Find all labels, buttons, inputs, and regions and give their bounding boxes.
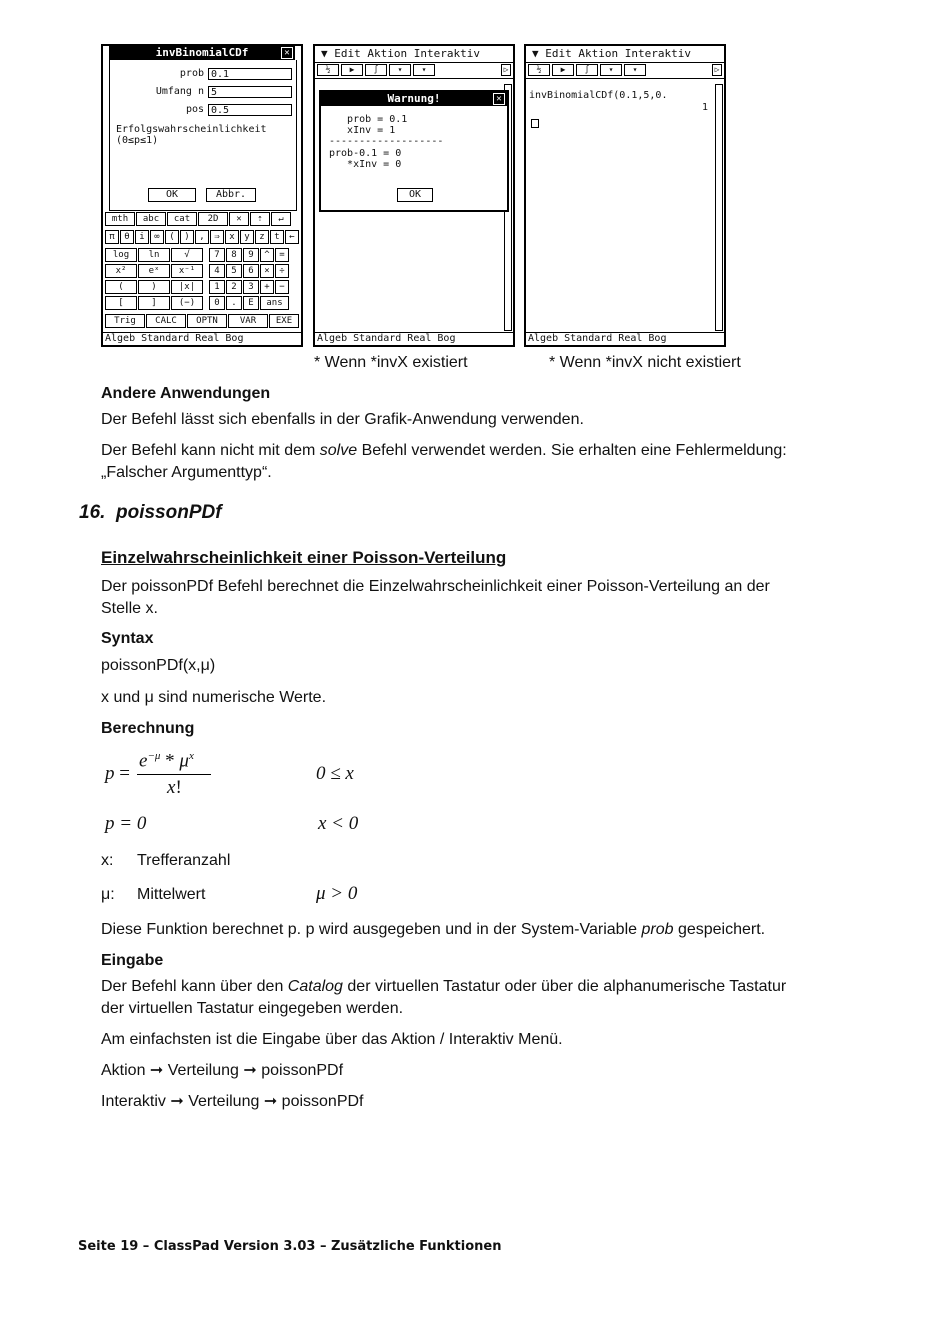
- caption-exists: * Wenn *invX existiert: [314, 354, 468, 371]
- field-label-pos: pos: [185, 104, 204, 115]
- calc-screen-middle: [313, 44, 515, 347]
- toolbar-button-icon[interactable]: ∫: [365, 64, 387, 76]
- key[interactable]: ans: [260, 296, 289, 310]
- close-icon[interactable]: ✕: [493, 93, 505, 105]
- condition-3: μ > 0: [316, 883, 358, 904]
- menu-path-interaktiv: Interaktiv ➞ Verteilung ➞ poissonPDf: [101, 1093, 364, 1110]
- toolbar-button-icon[interactable]: ▶: [552, 64, 574, 76]
- cancel-button[interactable]: Abbr.: [206, 188, 256, 202]
- formula-numerator: $e^{-\mu} * \mu^x$: [139, 750, 194, 772]
- key[interactable]: 5: [226, 264, 242, 278]
- warning-line: prob = 0.1: [329, 114, 408, 125]
- tab-cat[interactable]: cat: [167, 212, 197, 226]
- key[interactable]: [: [105, 296, 137, 310]
- cursor-box[interactable]: [531, 119, 539, 128]
- key[interactable]: −: [275, 280, 289, 294]
- var-mu-desc: Mittelwert: [137, 886, 206, 903]
- result-line: 1: [701, 102, 708, 113]
- key[interactable]: π: [105, 230, 119, 244]
- scrollbar[interactable]: [715, 84, 723, 331]
- warning-line: *xInv = 0: [329, 159, 402, 170]
- dialog-box: [109, 60, 297, 211]
- return-icon[interactable]: ↵: [271, 212, 291, 226]
- page-footer: Seite 19 – ClassPad Version 3.03 – Zusätzliche Funktionen: [78, 1239, 502, 1254]
- keyboard-row-3: [105, 280, 299, 294]
- var-mu-label: μ:: [101, 886, 115, 903]
- key[interactable]: i: [135, 230, 149, 244]
- key[interactable]: 3: [243, 280, 259, 294]
- hint-range: (0≤p≤1): [116, 135, 159, 146]
- key[interactable]: ): [138, 280, 170, 294]
- key[interactable]: ⇒: [210, 230, 224, 244]
- formula-denominator: x!: [167, 777, 182, 798]
- key-var[interactable]: VAR: [228, 314, 268, 328]
- calc-heading: Berechnung: [101, 720, 195, 737]
- dialog-title: invBinomialCDf ✕: [109, 46, 295, 60]
- condition-2: x < 0: [318, 813, 359, 834]
- key[interactable]: z: [255, 230, 269, 244]
- status-bar: Algeb Standard Real Bog: [315, 332, 513, 345]
- paragraph: Der Befehl kann nicht mit dem solve Befehl verwendet werden. Sie erhalten eine Fehlermeldung: „Falscher Argumenttyp“.: [101, 442, 787, 481]
- key[interactable]: ln: [138, 248, 170, 262]
- warning-dialog: [319, 90, 509, 212]
- key[interactable]: ÷: [275, 264, 289, 278]
- keyboard-row-symbols: [105, 230, 299, 244]
- key[interactable]: 7: [209, 248, 225, 262]
- key[interactable]: ,: [195, 230, 209, 244]
- caption-not-exists: * Wenn *invX nicht existiert: [549, 354, 741, 371]
- umfang-input[interactable]: 5: [208, 86, 292, 98]
- status-bar: Algeb Standard Real Bog: [526, 332, 724, 345]
- warning-separator: -------------------: [329, 136, 444, 147]
- syntax-call: poissonPDf(x,μ): [101, 657, 216, 674]
- menu-bar: ▼ Edit Aktion Interaktiv: [315, 46, 513, 63]
- close-keyboard-icon[interactable]: ✕: [229, 212, 249, 226]
- toolbar-button-icon[interactable]: ▾: [389, 64, 411, 76]
- key[interactable]: E: [243, 296, 259, 310]
- key[interactable]: x²: [105, 264, 137, 278]
- toolbar-button-icon[interactable]: ½: [528, 64, 550, 76]
- key-optn[interactable]: OPTN: [187, 314, 227, 328]
- keyboard-row-1: [105, 248, 299, 262]
- chapter-title: 16. poissonPDf: [79, 502, 222, 523]
- toolbar-button-icon[interactable]: ▾: [600, 64, 622, 76]
- toolbar: [526, 63, 724, 79]
- status-bar: Algeb Standard Real Bog: [103, 332, 301, 345]
- input-line: invBinomialCDf(0.1,5,0.: [529, 90, 668, 101]
- subtitle: Einzelwahrscheinlichkeit einer Poisson-Verteilung: [101, 548, 507, 567]
- calc-screen-right: [524, 44, 726, 347]
- formula-zero: p = 0: [105, 813, 147, 834]
- warning-line: prob-0.1 = 0: [329, 148, 402, 159]
- ok-button[interactable]: OK: [397, 188, 433, 202]
- paragraph: Der Befehl lässt sich ebenfalls in der Grafik-Anwendung verwenden.: [101, 411, 584, 428]
- key[interactable]: =: [275, 248, 289, 262]
- key[interactable]: 0: [209, 296, 225, 310]
- formula-lhs: p =: [105, 763, 130, 784]
- toolbar-button-icon[interactable]: ▾: [624, 64, 646, 76]
- menu-icon[interactable]: ▼: [321, 47, 328, 60]
- key[interactable]: 8: [226, 248, 242, 262]
- formula-poisson: [105, 748, 225, 803]
- key[interactable]: (: [105, 280, 137, 294]
- key[interactable]: log: [105, 248, 137, 262]
- toolbar-button-icon[interactable]: ∫: [576, 64, 598, 76]
- keyboard-tabs: [105, 212, 299, 226]
- key[interactable]: ): [180, 230, 194, 244]
- key[interactable]: 9: [243, 248, 259, 262]
- toolbar-button-icon[interactable]: ½: [317, 64, 339, 76]
- menu-icon[interactable]: ▼: [532, 47, 539, 60]
- toolbar-button-icon[interactable]: ▾: [413, 64, 435, 76]
- key-trig[interactable]: Trig: [105, 314, 145, 328]
- key[interactable]: ×: [260, 264, 274, 278]
- pos-input[interactable]: 0.5: [208, 104, 292, 116]
- field-label-prob: prob: [179, 68, 204, 79]
- warning-title: Warnung! ✕: [321, 92, 507, 106]
- input-heading: Eingabe: [101, 952, 164, 969]
- input-paragraph: Der Befehl kann über den Catalog der virtuellen Tastatur oder über die alphanumerische Tastatur der virtuellen Tastatur eingegeben werden.: [101, 978, 787, 1017]
- field-label-umfang: Umfang n: [155, 86, 204, 97]
- intro-paragraph: Der poissonPDf Befehl berechnet die Einzelwahrscheinlichkeit einer Poisson-Verteilung an der Stelle x.: [101, 578, 770, 617]
- toolbar-button-icon[interactable]: ▶: [341, 64, 363, 76]
- key[interactable]: 6: [243, 264, 259, 278]
- key[interactable]: ^: [260, 248, 274, 262]
- close-icon[interactable]: ✕: [281, 47, 293, 59]
- key[interactable]: 2: [226, 280, 242, 294]
- key[interactable]: t: [270, 230, 284, 244]
- key[interactable]: ∞: [150, 230, 164, 244]
- syntax-heading: Syntax: [101, 630, 154, 647]
- input-hint: Am einfachsten ist die Eingabe über das Aktion / Interaktiv Menü.: [101, 1031, 563, 1048]
- key[interactable]: √: [171, 248, 203, 262]
- key[interactable]: 4: [209, 264, 225, 278]
- warning-line: xInv = 1: [329, 125, 396, 136]
- key[interactable]: 1: [209, 280, 225, 294]
- key[interactable]: x⁻¹: [171, 264, 203, 278]
- key[interactable]: x: [225, 230, 239, 244]
- shift-up-icon[interactable]: ⇡: [250, 212, 270, 226]
- prob-input[interactable]: 0.1: [208, 68, 292, 80]
- calc-description: Diese Funktion berechnet p. p wird ausgegeben und in der System-Variable prob gespeichert.: [101, 921, 766, 938]
- section-heading: Andere Anwendungen: [101, 385, 271, 402]
- key[interactable]: (: [165, 230, 179, 244]
- keyboard-row-4: [105, 296, 299, 310]
- condition-1: 0 ≤ x: [316, 763, 354, 784]
- keyboard-row-2: [105, 264, 299, 278]
- key[interactable]: (−): [171, 296, 203, 310]
- menu-path-aktion: Aktion ➞ Verteilung ➞ poissonPDf: [101, 1062, 344, 1079]
- key[interactable]: |x|: [171, 280, 203, 294]
- key[interactable]: ←: [285, 230, 299, 244]
- key[interactable]: eˣ: [138, 264, 170, 278]
- toolbar: [315, 63, 513, 79]
- key[interactable]: .: [226, 296, 242, 310]
- keyboard-bottom-row: [105, 314, 299, 328]
- var-x-desc: Trefferanzahl: [137, 852, 231, 869]
- tab-abc[interactable]: abc: [136, 212, 166, 226]
- hint-text: Erfolgswahrscheinlichkeit: [116, 124, 267, 135]
- key[interactable]: θ: [120, 230, 134, 244]
- key[interactable]: ]: [138, 296, 170, 310]
- toolbar-button-icon[interactable]: ▷: [501, 64, 511, 76]
- key[interactable]: y: [240, 230, 254, 244]
- toolbar-button-icon[interactable]: ▷: [712, 64, 722, 76]
- key-exe[interactable]: EXE: [269, 314, 299, 328]
- key-calc[interactable]: CALC: [146, 314, 186, 328]
- fraction-bar: [137, 774, 211, 775]
- key[interactable]: +: [260, 280, 274, 294]
- ok-button[interactable]: OK: [148, 188, 196, 202]
- syntax-note: x und μ sind numerische Werte.: [101, 689, 327, 706]
- tab-2d[interactable]: 2D: [198, 212, 228, 226]
- tab-mth[interactable]: mth: [105, 212, 135, 226]
- menu-bar: ▼ Edit Aktion Interaktiv: [526, 46, 724, 63]
- calc-screen-left: [101, 44, 303, 347]
- var-x-label: x:: [101, 852, 114, 869]
